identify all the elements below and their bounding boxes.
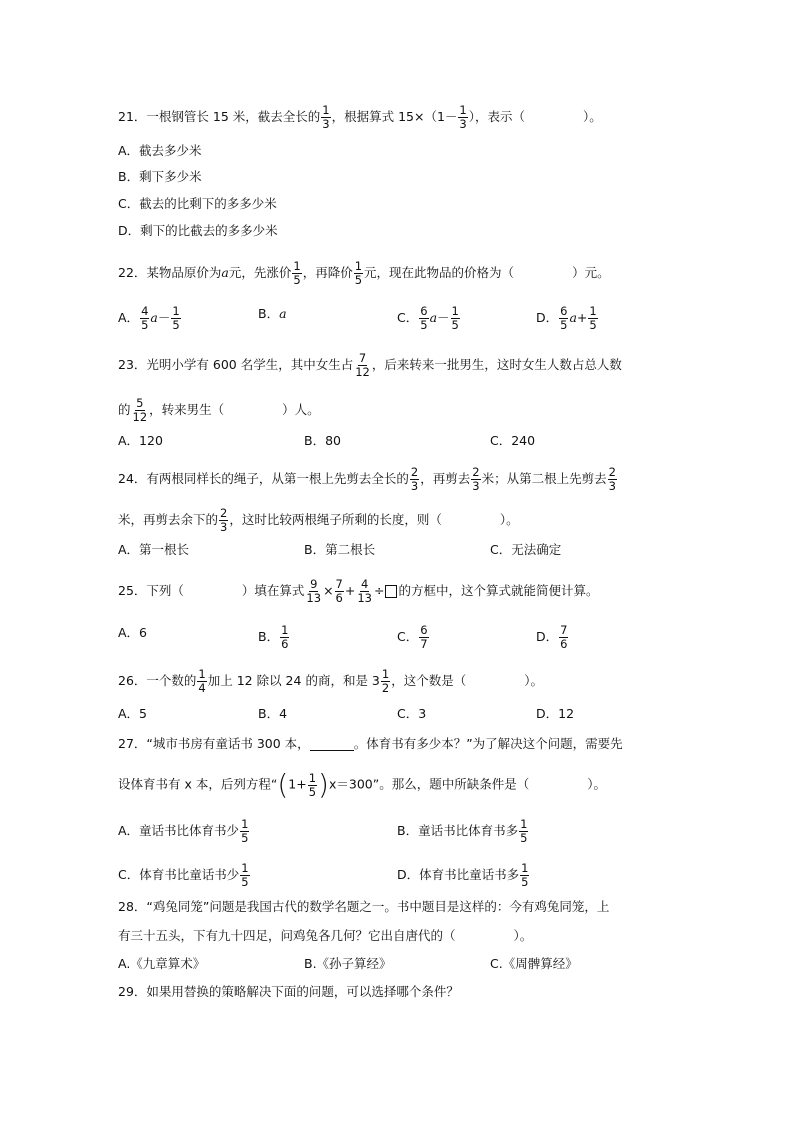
q26-option-c[interactable]: C．3 bbox=[397, 706, 427, 721]
q25-option-c[interactable]: C． $\frac{6}{7}$ bbox=[397, 623, 428, 651]
q27-stem-line1: 27．“城市书房有童话书 300 本， 。体育书有多少本？”为了解决这个问题，需要先 bbox=[118, 736, 623, 751]
q28-option-b[interactable]: B.《孙子算经》 bbox=[304, 956, 392, 971]
q26-option-b[interactable]: B．4 bbox=[258, 706, 288, 721]
q27-option-d[interactable]: D．体育书比童话书多 $\frac{1}{5}$ bbox=[397, 861, 529, 889]
q23-stem-line1: 23．光明小学有 600 名学生，其中女生占 $\frac{7}{12}$ ，后来转来一批男生，这时女生人数占总人数 bbox=[118, 351, 622, 379]
q27-option-c[interactable]: C．体育书比童话书少 $\frac{1}{5}$ bbox=[118, 861, 249, 889]
q25-option-b[interactable]: B． $\frac{1}{6}$ bbox=[258, 623, 289, 651]
q23-stem-line2: 的 $\frac{5}{12}$ ，转来男生（ ）人。 bbox=[118, 396, 320, 424]
q21-option-c[interactable]: C．截去的比剩下的多多少米 bbox=[118, 196, 277, 211]
q25-option-d[interactable]: D． $\frac{7}{6}$ bbox=[536, 623, 568, 651]
q28-option-a[interactable]: A.《九章算术》 bbox=[118, 956, 206, 971]
q25-stem: 25．下列（ ）填在算式 $\frac{9}{13}$ × $\frac{7}{6}$ + $\frac{4}{13}$ ÷ 的方框中，这个算式就能简便计算。 bbox=[118, 577, 599, 605]
q28-option-c[interactable]: C.《周髀算经》 bbox=[490, 956, 578, 971]
q22-option-c[interactable]: C． $\frac{6}{5}$ a－ $\frac{1}{5}$ bbox=[397, 304, 459, 332]
q27-option-b[interactable]: B．童话书比体育书多 $\frac{1}{5}$ bbox=[397, 817, 528, 845]
fraction: $\frac{1}{3}$ bbox=[322, 103, 330, 131]
q24-stem-line1: 24．有两根同样长的绳子，从第一根上先剪去全长的 $\frac{2}{3}$ ，再剪去 $\frac{2}{3}$ 米；从第二根上先剪去 $\frac{2}{3}$ bbox=[118, 465, 616, 493]
q24-option-a[interactable]: A．第一根长 bbox=[118, 542, 190, 557]
q27-stem-line2: 设体育书有 x 本，后列方程“(1+ $\frac{1}{5}$ )x＝300”。那么，题中所缺条件是（ ）。 bbox=[118, 768, 606, 801]
q21-option-b[interactable]: B．剩下多少米 bbox=[118, 169, 202, 184]
q22-option-b[interactable]: B．a bbox=[258, 306, 287, 321]
fraction: $\frac{1}{3}$ bbox=[459, 103, 467, 131]
q27-option-a[interactable]: A．童话书比体育书少 $\frac{1}{5}$ bbox=[118, 817, 249, 845]
q24-stem-line2: 米，再剪去余下的 $\frac{2}{3}$ ，这时比较两根绳子所剩的长度，则（ ）。 bbox=[118, 506, 519, 534]
q23-option-b[interactable]: B．80 bbox=[304, 433, 341, 448]
fill-blank bbox=[310, 738, 354, 751]
q22-option-a[interactable]: A． $\frac{4}{5}$ a－ $\frac{1}{5}$ bbox=[118, 304, 180, 332]
q23-option-c[interactable]: C．240 bbox=[490, 433, 536, 448]
q25-option-a[interactable]: A．6 bbox=[118, 625, 148, 640]
q22-stem: 22．某物品原价为a元，先涨价 $\frac{1}{5}$ ，再降价 $\frac{1}{5}$ 元，现在此物品的价格为（ ）元。 bbox=[118, 259, 610, 287]
q26-option-a[interactable]: A．5 bbox=[118, 706, 148, 721]
q24-option-b[interactable]: B．第二根长 bbox=[304, 542, 376, 557]
q26-stem: 26．一个数的 $\frac{1}{4}$ 加上 12 除以 24 的商，和是 3 $\frac{1}{2}$ ，这个数是（ ）。 bbox=[118, 667, 543, 695]
q23-option-a[interactable]: A．120 bbox=[118, 433, 163, 448]
q29-stem: 29．如果用替换的策略解决下面的问题，可以选择哪个条件？ bbox=[118, 984, 459, 999]
q21-option-d[interactable]: D．剩下的比截去的多多少米 bbox=[118, 223, 278, 238]
q24-option-c[interactable]: C．无法确定 bbox=[490, 542, 562, 557]
q22-option-d[interactable]: D． $\frac{6}{5}$ a+ $\frac{1}{5}$ bbox=[536, 304, 597, 332]
blank-box bbox=[385, 585, 397, 598]
q21-option-a[interactable]: A．截去多少米 bbox=[118, 143, 202, 158]
q28-stem-line1: 28．“鸡兔同笼”问题是我国古代的数学名题之一。书中题目是这样的：今有鸡兔同笼，上 bbox=[118, 899, 610, 914]
q26-option-d[interactable]: D．12 bbox=[536, 706, 575, 721]
q28-stem-line2: 有三十五头，下有九十四足，问鸡兔各几何？它出自唐代的（ ）。 bbox=[118, 928, 533, 943]
q21-stem: 21．一根钢管长 15 米，截去全长的 $\frac{1}{3}$ ，根据算式 15×（1－ $\frac{1}{3}$ ），表示（ ）。 bbox=[118, 103, 602, 131]
